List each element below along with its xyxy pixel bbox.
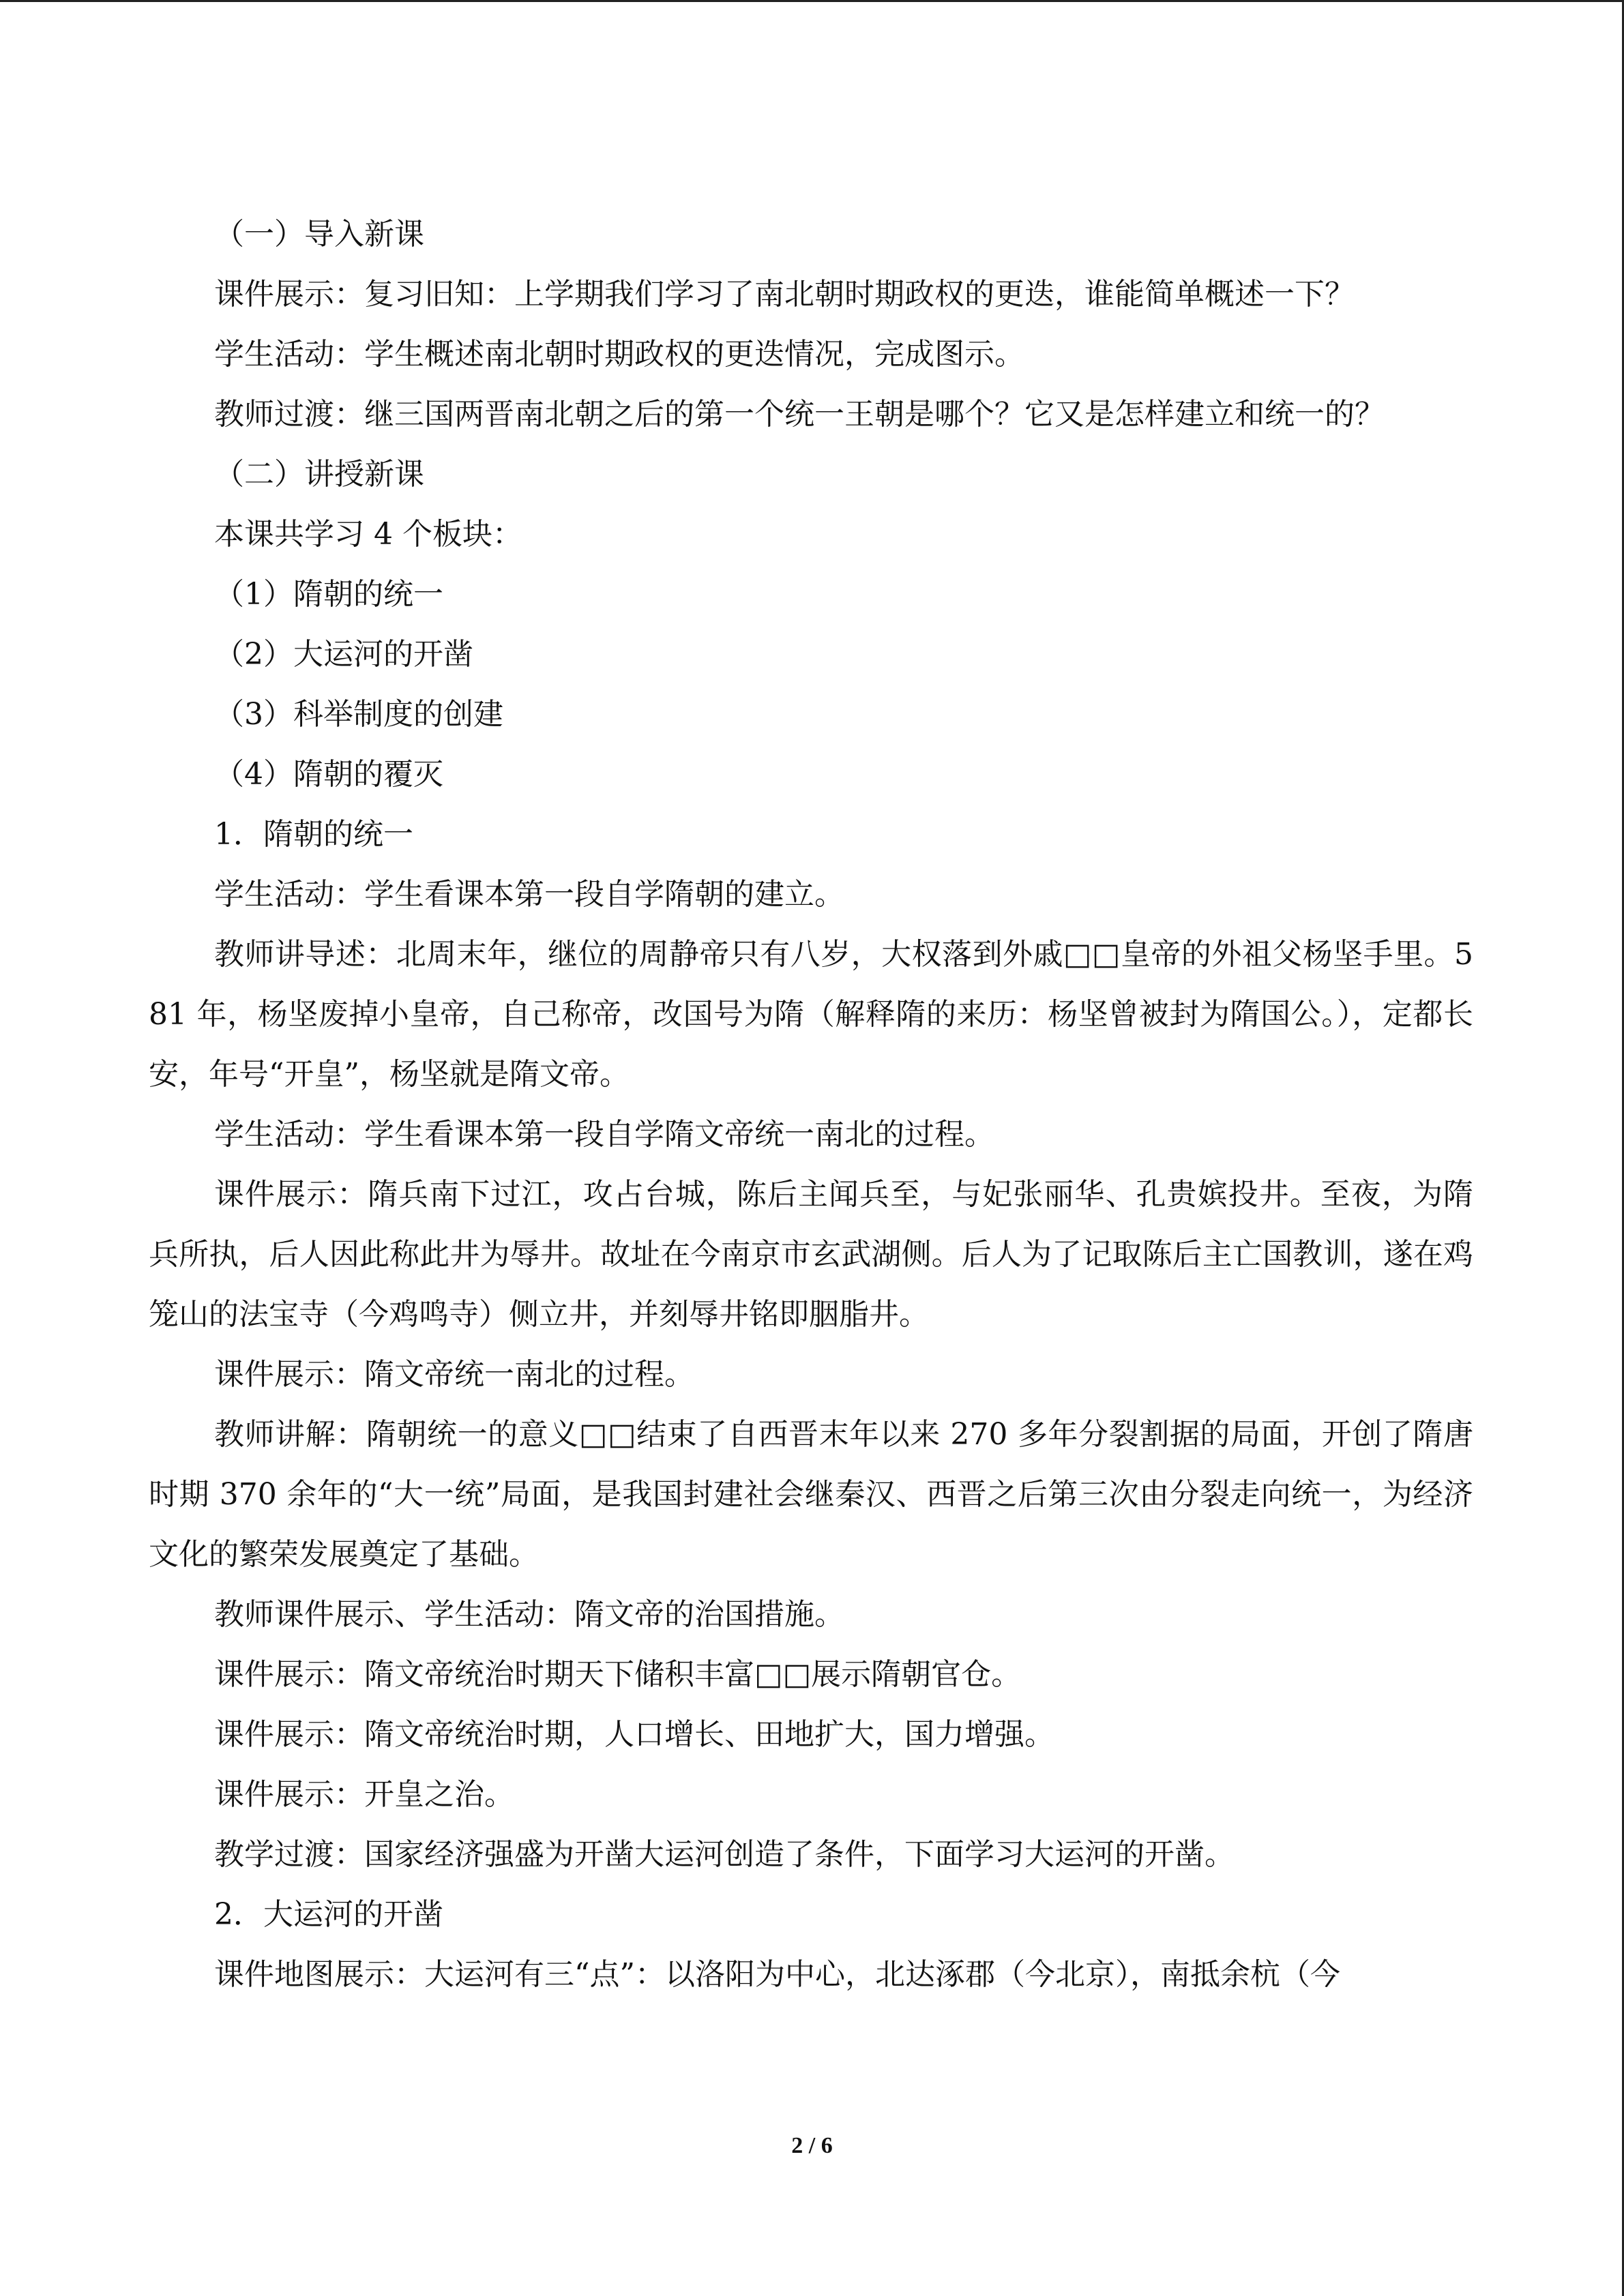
paragraph: 课件展示：隋文帝统一南北的过程。: [214, 1357, 694, 1392]
section-heading: 1．隋朝的统一: [214, 817, 413, 852]
section-heading: 2．大运河的开凿: [214, 1897, 443, 1932]
heading-new-lesson: （二）讲授新课: [214, 457, 424, 492]
paragraph: 学生活动：学生看课本第一段自学隋文帝统一南北的过程。: [214, 1117, 994, 1152]
paragraph: 课件展示：隋文帝统治时期天下储积丰富□□展示隋朝官仓。: [214, 1657, 1022, 1692]
paragraph: 课件展示：开皇之治。: [214, 1777, 514, 1812]
list-item: （4）隋朝的覆灭: [214, 757, 443, 792]
page-body: [149, 205, 1473, 2005]
paragraph: 学生活动：学生概述南北朝时期政权的更迭情况，完成图示。: [214, 337, 1024, 372]
paragraph: 教师讲解：隋朝统一的意义□□结束了自西晋末年以来 270 多年分裂割据的局面，开创了隋唐时期 370 余年的“大一统”局面，是我国封建社会继秦汉、西晋之后第三次由分裂走向统一，为经济文化的繁荣发展奠定了基础。: [149, 1417, 1473, 1572]
paragraph: 教师课件展示、学生活动：隋文帝的治国措施。: [214, 1597, 844, 1632]
top-border-line: [0, 0, 1624, 2]
list-item: （2）大运河的开凿: [214, 637, 473, 672]
paragraph: 课件地图展示：大运河有三“点”：以洛阳为中心，北达涿郡（今北京），南抵余杭（今: [214, 1957, 1340, 1992]
paragraph: 教师讲导述：北周末年，继位的周静帝只有八岁，大权落到外戚□□皇帝的外祖父杨坚手里。581 年，杨坚废掉小皇帝，自己称帝，改国号为隋（解释隋的来历：杨坚曾被封为隋国公。），定都长安，年号“开皇”，杨坚就是隋文帝。: [149, 937, 1473, 1092]
page-number: 2 / 6: [791, 2133, 833, 2158]
paragraph: 课件展示：隋兵南下过江，攻占台城，陈后主闻兵至，与妃张丽华、孔贵嫔投井。至夜，为隋兵所执，后人因此称此井为辱井。故址在今南京市玄武湖侧。后人为了记取陈后主亡国教训，遂在鸡笼山的法宝寺（今鸡鸣寺）侧立井，并刻辱井铭即胭脂井。: [149, 1177, 1473, 1332]
paragraph: 教师过渡：继三国两晋南北朝之后的第一个统一王朝是哪个？它又是怎样建立和统一的？: [214, 397, 1385, 432]
paragraph: 本课共学习 4 个板块：: [214, 517, 522, 552]
paragraph: 课件展示：隋文帝统治时期，人口增长、田地扩大，国力增强。: [214, 1717, 1054, 1752]
paragraph: 学生活动：学生看课本第一段自学隋朝的建立。: [214, 877, 844, 912]
list-item: （3）科举制度的创建: [214, 697, 503, 732]
paragraph: 课件展示：复习旧知：上学期我们学习了南北朝时期政权的更迭，谁能简单概述一下？: [214, 277, 1355, 312]
paragraph: 教学过渡：国家经济强盛为开凿大运河创造了条件，下面学习大运河的开凿。: [214, 1837, 1235, 1872]
heading-intro: （一）导入新课: [214, 217, 424, 252]
list-item: （1）隋朝的统一: [214, 577, 443, 612]
